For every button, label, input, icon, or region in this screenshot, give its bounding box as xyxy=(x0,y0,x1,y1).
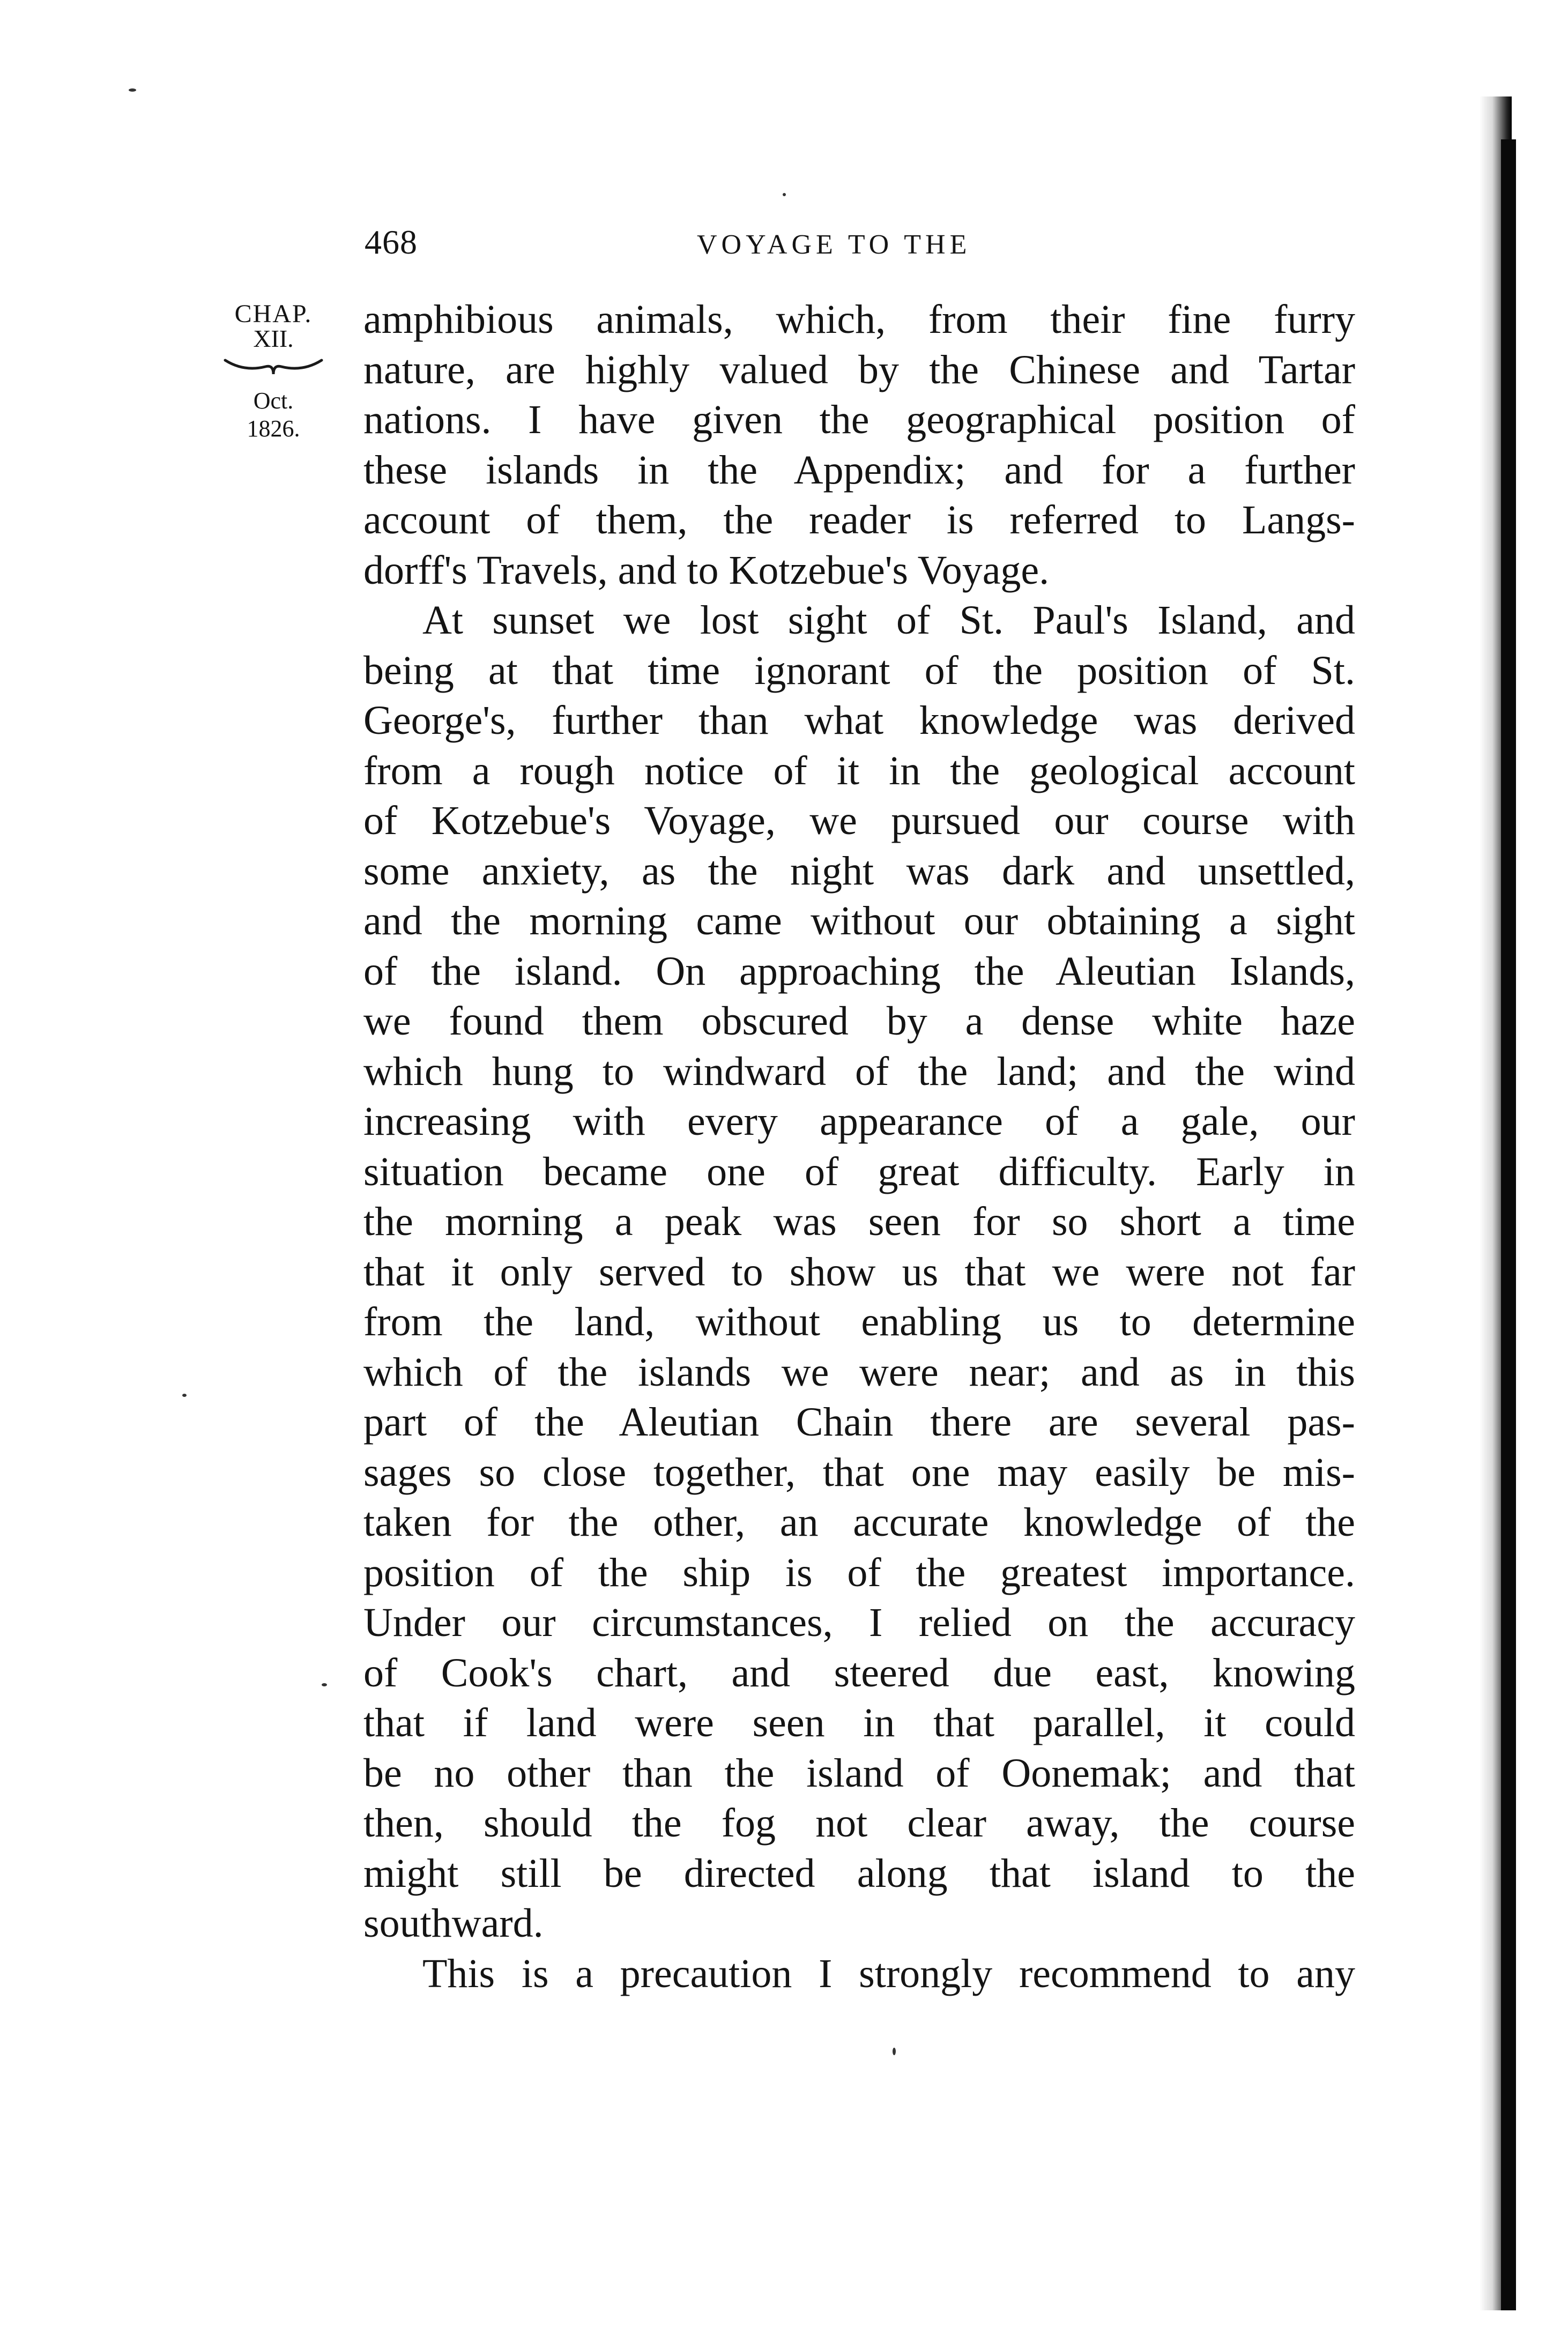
text-line: account of them, the reader is referred to Langs- xyxy=(363,497,1355,542)
binding-edge xyxy=(1501,139,1516,2310)
text-line: situation became one of great difficulty. Early in xyxy=(363,1149,1355,1194)
text-line: nations. I have given the geographical position of xyxy=(363,397,1355,442)
text-line: be no other than the island of Oonemak; and that xyxy=(363,1750,1355,1796)
margin-note xyxy=(217,300,330,443)
text-line: of the island. On approaching the Aleutian Islands, xyxy=(363,948,1355,994)
running-head: VOYAGE TO THE xyxy=(697,229,971,260)
scan-speck xyxy=(129,88,136,92)
text-line: from a rough notice of it in the geological account xyxy=(363,748,1355,793)
text-line: which hung to windward of the land; and the wind xyxy=(363,1048,1355,1094)
text-line: At sunset we lost sight of St. Paul's Island, and xyxy=(422,598,1355,643)
page-number: 468 xyxy=(365,223,418,261)
text-line: Under our circumstances, I relied on the accuracy xyxy=(363,1600,1355,1645)
text-line: dorff's Travels, and to Kotzebue's Voyage. xyxy=(363,547,1050,593)
body-text xyxy=(363,295,1355,1999)
scan-speck xyxy=(322,1683,327,1686)
margin-chap-number: XII. xyxy=(253,325,294,352)
margin-month: Oct. xyxy=(253,388,294,414)
margin-chap-label: CHAP. xyxy=(234,300,313,328)
text-line: southward. xyxy=(363,1901,544,1946)
text-line: these islands in the Appendix; and for a further xyxy=(363,447,1355,493)
text-line: then, should the fog not clear away, the course xyxy=(363,1801,1355,1846)
text-line: being at that time ignorant of the position of St. xyxy=(363,648,1355,693)
text-line: the morning a peak was seen for so short a time xyxy=(363,1199,1355,1244)
text-line: that if land were seen in that parallel, it could xyxy=(363,1700,1355,1745)
text-line: position of the ship is of the greatest importance. xyxy=(363,1550,1355,1595)
text-line: George's, further than what knowledge was derived xyxy=(363,698,1355,743)
scan-speck xyxy=(783,193,786,196)
text-line: might still be directed along that island to the xyxy=(363,1850,1355,1896)
scan-speck xyxy=(182,1394,187,1397)
text-line: some anxiety, as the night was dark and unsettled, xyxy=(363,848,1355,894)
margin-year: 1826. xyxy=(247,415,300,442)
text-line: and the morning came without our obtaining a sight xyxy=(363,898,1355,943)
text-line: of Cook's chart, and steered due east, knowing xyxy=(363,1650,1355,1695)
brace-ornament xyxy=(222,356,324,377)
text-line: sages so close together, that one may easily be mis- xyxy=(363,1449,1355,1495)
text-line: taken for the other, an accurate knowledge of the xyxy=(363,1500,1355,1545)
text-line: of Kotzebue's Voyage, we pursued our course with xyxy=(363,798,1355,843)
scan-speck xyxy=(893,2048,896,2055)
text-line: This is a precaution I strongly recommend to any xyxy=(422,1951,1355,1996)
text-line: from the land, without enabling us to determine xyxy=(363,1299,1355,1344)
text-line: we found them obscured by a dense white haze xyxy=(363,999,1355,1044)
text-line: part of the Aleutian Chain there are several pas- xyxy=(363,1400,1355,1445)
text-line: nature, are highly valued by the Chinese and Tartar xyxy=(363,347,1355,392)
text-line: that it only served to show us that we were not far xyxy=(363,1249,1355,1295)
text-line: which of the islands we were near; and as in this xyxy=(363,1349,1355,1395)
text-line: increasing with every appearance of a gale, our xyxy=(363,1099,1355,1144)
text-line: amphibious animals, which, from their fine furry xyxy=(363,297,1355,342)
page-header xyxy=(365,222,1356,271)
